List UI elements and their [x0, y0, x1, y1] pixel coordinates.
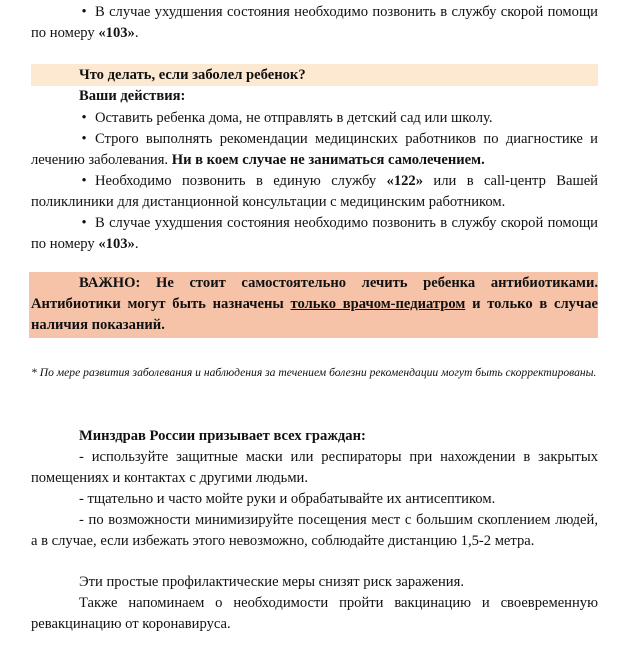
bullet-glyph: • [81, 110, 87, 126]
section-heading: Что делать, если заболел ребенок? [79, 67, 306, 83]
action-item-3: • Необходимо позвонить в единую службу «122» или в call-центр Вашей поликлиники для дистанционной консультации с медицинским работником. [31, 173, 598, 210]
footnote: * По мере развития заболевания и наблюдения за течением болезни рекомендации могут быть скорректированы. [31, 366, 597, 379]
action-item-1: • Оставить ребенка дома, не отправлять в детский сад или школу. [31, 108, 598, 129]
ministry-paragraph-4: Эти простые профилактические меры снизят риск заражения. [79, 574, 464, 590]
phone-number-122: «122» [386, 173, 423, 189]
actions-heading: Ваши действия: [79, 88, 186, 104]
ministry-heading: Минздрав России призывает всех граждан: [79, 428, 366, 444]
bullet-glyph: • [81, 4, 87, 20]
ministry-paragraph-1: - используйте защитные маски или респираторы при нахождении в закрытых помещениях и контактах с другими людьми. [31, 449, 598, 486]
top-bullet-paragraph: • В случае ухудшения состояния необходимо позвонить в службу скорой помощи по номеру «103». [31, 4, 598, 41]
ministry-paragraph-3: - по возможности минимизируйте посещения мест с большим скоплением людей, а в случае, если избежать этого невозможно, соблюдайте дистанцию 1,5-2 метра. [31, 512, 598, 549]
bullet-glyph: • [81, 131, 87, 147]
action-item-2: • Строго выполнять рекомендации медицинских работников по диагностике и лечению заболевания. Ни в коем случае не заниматься самолечением. [31, 131, 598, 168]
phone-number-103: «103» [98, 235, 135, 252]
action-item-4: • В случае ухудшения состояния необходимо позвонить в службу скорой помощи по номеру «103». [31, 215, 598, 252]
phone-number-103: «103» [98, 24, 135, 41]
ministry-paragraph-5: Также напоминаем о необходимости пройти вакцинацию и своевременную ревакцинацию от коронавируса. [31, 595, 598, 632]
important-notice-text: ВАЖНО: Не стоит самостоятельно лечить ребенка антибиотиками. Антибиотики могут быть назначены только врачом-педиатром и только в случае наличия показаний. [31, 275, 598, 333]
underlined-phrase: только врачом-педиатром [290, 295, 466, 312]
bullet-glyph: • [81, 215, 87, 231]
ministry-paragraph-2: - тщательно и часто мойте руки и обрабатывайте их антисептиком. [79, 491, 496, 507]
bullet-glyph: • [81, 173, 87, 189]
